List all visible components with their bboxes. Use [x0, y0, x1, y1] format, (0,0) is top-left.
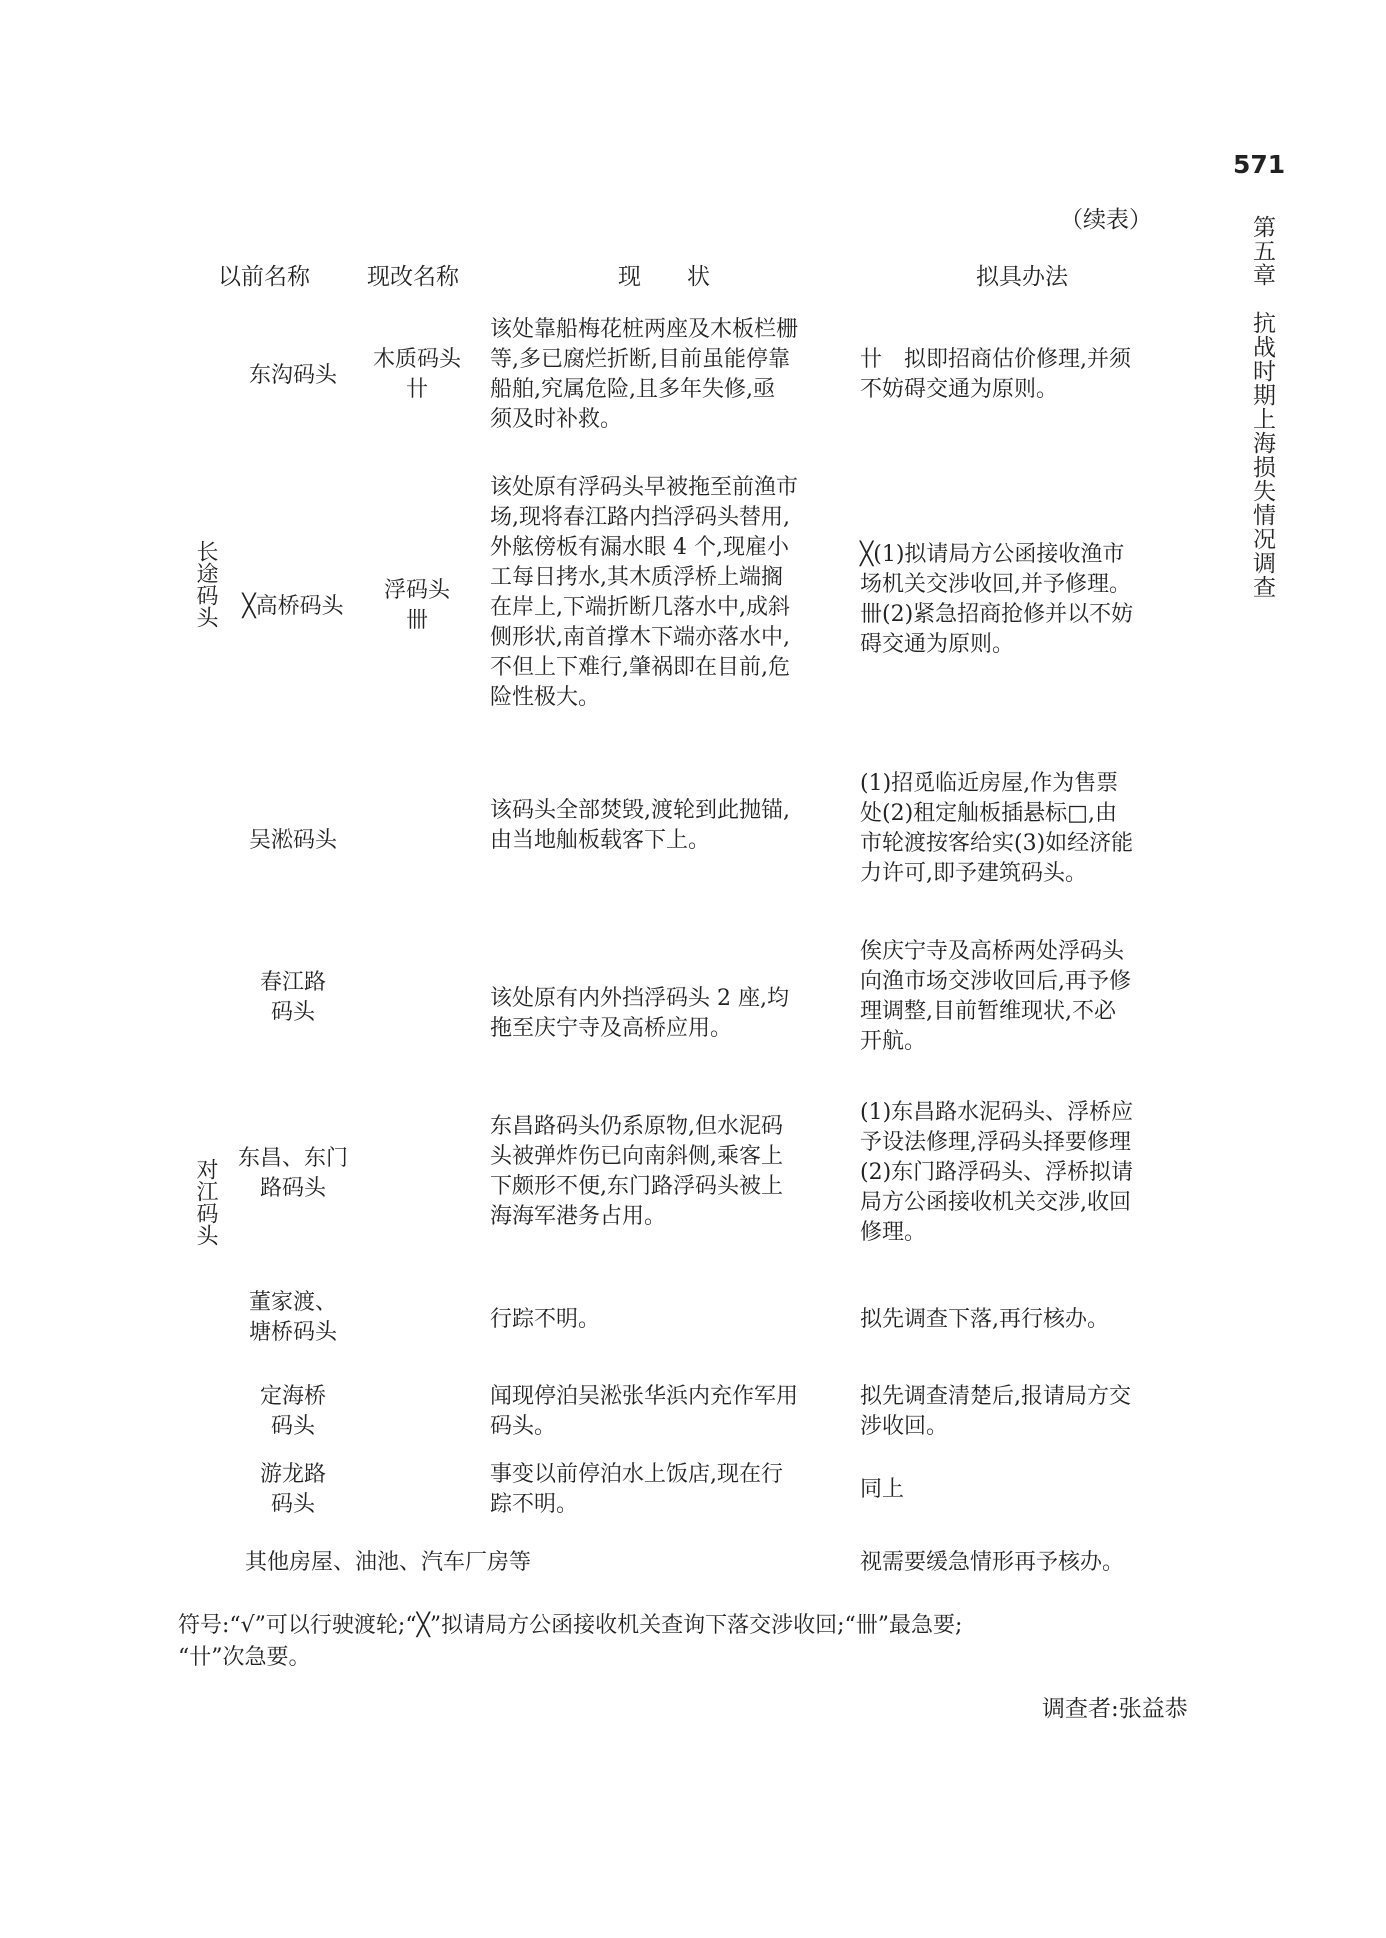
table-row-status: 事变以前停泊水上饭店,现在行 踪不明。	[490, 1462, 783, 1517]
continued-label: （续表）	[1060, 207, 1152, 233]
page-number: 571	[1233, 150, 1286, 179]
table-row-plan: 俟庆宁寺及高桥两处浮码头 向渔市场交涉收回后,再予修 理调整,目前暂维现状,不必 开航。	[860, 939, 1131, 1054]
table-row-status: 闻现停泊吴淞张华浜内充作军用 码头。	[490, 1384, 799, 1439]
table-row-old-name: 东昌、东门 路码头	[237, 1146, 348, 1201]
table-row-status: 东昌路码头仍系原物,但水泥码 头被弹炸伤已向南斜侧,乘客上 下颇形不便,东门路浮码头被上 海海军港务占用。	[490, 1114, 783, 1229]
table-row-plan: 同上	[860, 1477, 905, 1502]
table-row-old-name: 吴淞码头	[248, 828, 337, 853]
table-row-plan: 视需要缓急情形再予核办。	[860, 1550, 1125, 1575]
table-row-old-name: 东沟码头	[248, 363, 337, 388]
table-row-status: 行踪不明。	[490, 1307, 601, 1332]
table-row-status: 该处原有浮码头早被拖至前渔市 场,现将春江路内挡浮码头替用, 外舷傍板有漏水眼 4 个,现雇小 工每日拷水,其木质浮桥上端搁 在岸上,下端折断几落水中,成斜 侧形状,南首撑木下端亦落水中, 不但上下难行,肇祸即在目前,危 险性极大。	[490, 475, 799, 710]
header-status: 现 状	[618, 264, 710, 290]
table-row-plan: (1)招觅临近房屋,作为售票 处(2)租定舢板插悬标□,由 市轮渡按客给实(3)如经济能 力许可,即予建筑码头。	[860, 771, 1134, 886]
surveyor-credit: 调查者:张益恭	[1042, 1696, 1188, 1722]
table-row-old-name: 董家渡、 塘桥码头	[248, 1290, 337, 1345]
header-old-name: 以前名称	[218, 264, 310, 290]
table-row-new-name: 木质码头 卄	[372, 347, 461, 402]
table-row-status: 该码头全部焚毁,渡轮到此抛锚, 由当地舢板载客下上。	[490, 798, 790, 853]
table-row-status: 该处原有内外挡浮码头 2 座,均 拖至庆宁寺及高桥应用。	[490, 986, 789, 1041]
table-row-other-facilities: 其他房屋、油池、汽车厂房等	[245, 1550, 532, 1575]
group-label-cross-river: 对江码头	[193, 1158, 218, 1246]
table-row-plan: 拟先调查清楚后,报请局方交 涉收回。	[860, 1384, 1131, 1439]
table-row-old-name: 游龙路 码头	[259, 1462, 326, 1517]
group-label-long-distance: 长途码头	[193, 540, 218, 628]
header-new-name: 现改名称	[367, 264, 459, 290]
table-row-plan: 卄 拟即招商估价修理,并须 不妨碍交通为原则。	[860, 347, 1131, 402]
table-row-status: 该处靠船梅花桩两座及木板栏栅 等,多已腐烂折断,目前虽能停靠 船舶,究属危险,且多年失修,亟 须及时补救。	[490, 317, 799, 432]
table-row-new-name: 浮码头 卌	[383, 578, 450, 633]
table-row-old-name: ╳高桥码头	[242, 594, 344, 619]
table-row-plan: (1)东昌路水泥码头、浮桥应 予设法修理,浮码头择要修理 (2)东门路浮码头、浮桥拟请 局方公函接收机关交涉,收回 修理。	[860, 1100, 1134, 1245]
table-row-old-name: 定海桥 码头	[259, 1384, 326, 1439]
symbol-notes: 符号:“√”可以行驶渡轮;“╳”拟请局方公函接收机关查询下落交涉收回;“卌”最急要; “卄”次急要。	[178, 1613, 963, 1670]
chapter-title: 第五章 抗战时期上海损失情况调查	[1249, 215, 1275, 599]
table-row-old-name: 春江路 码头	[259, 970, 326, 1025]
table-row-plan: 拟先调查下落,再行核办。	[860, 1307, 1109, 1332]
table-row-plan: ╳(1)拟请局方公函接收渔市 场机关交涉收回,并予修理。 卌(2)紧急招商抢修并以不妨 碍交通为原则。	[860, 542, 1134, 657]
header-plan: 拟具办法	[976, 264, 1068, 290]
